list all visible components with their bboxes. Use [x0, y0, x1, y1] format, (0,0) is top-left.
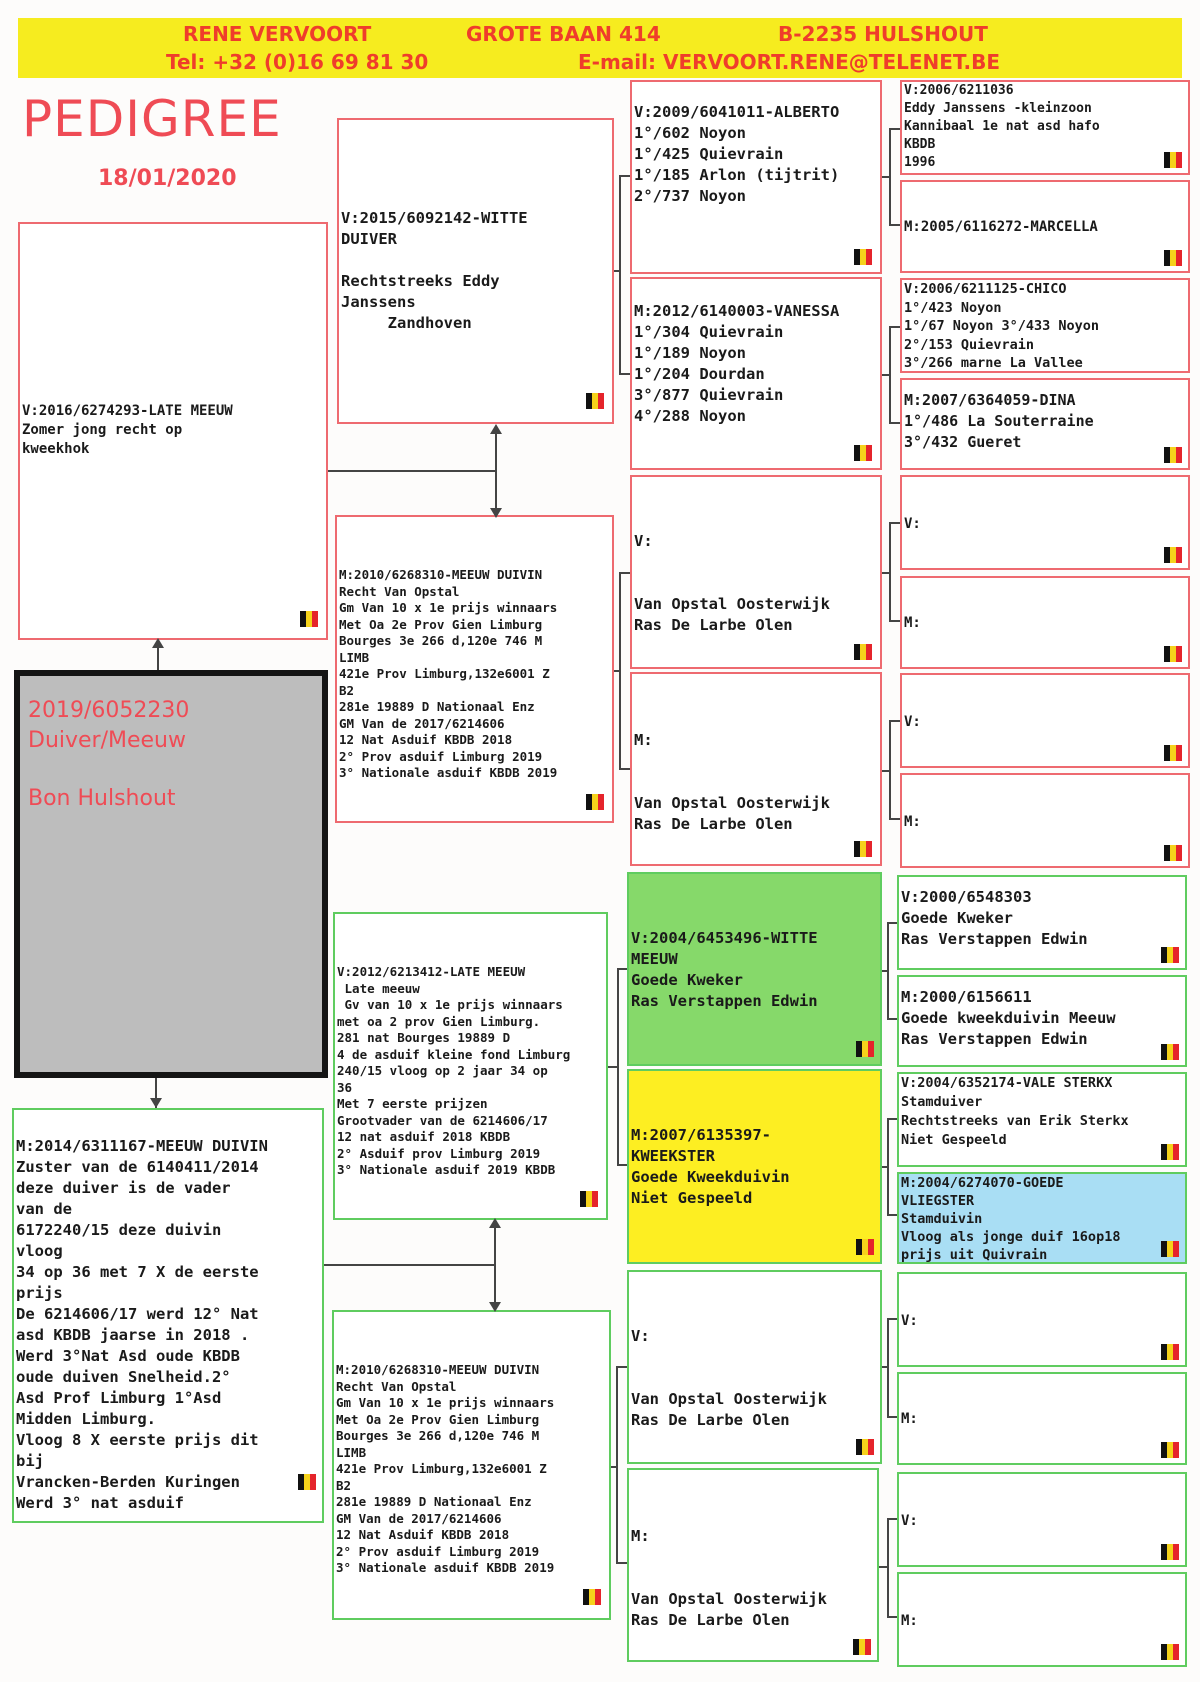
ancestor-box-b4: [630, 672, 882, 866]
ancestor-box-c5: [900, 475, 1190, 570]
ancestor-b5-text: V:2004/6453496-WITTE MEEUW Goede Kweker Ras Verstappen Edwin: [631, 929, 818, 1010]
ancestor-box-c8: [900, 773, 1190, 868]
belgium-flag-icon: [298, 608, 320, 630]
ancestor-box-c14: [897, 1372, 1187, 1465]
belgium-flag-icon: [1162, 643, 1184, 665]
ancestor-b7-text: V: Van Opstal Oosterwijk Ras De Larbe Olen: [631, 1327, 827, 1429]
ancestor-box-c9: [897, 875, 1187, 970]
ancestor-box-c10: [897, 975, 1187, 1067]
ancestor-box-c16: [897, 1572, 1187, 1667]
belgium-flag-icon: [1159, 1641, 1181, 1663]
belgium-flag-icon: [1159, 1439, 1181, 1461]
ancestor-c6-text: M:: [904, 615, 921, 631]
belgium-flag-icon: [1162, 544, 1184, 566]
ancestor-box-c11: [897, 1072, 1187, 1167]
mother-text: M:2014/6311167-MEEUW DUIVIN Zuster van de 6140411/2014 deze duiver is de vader van de 6172240/15 deze duivin vloog 34 op 36 met 7 X de eerste prijs De 6214606/17 werd 12° Nat asd KBDB jaarse in 2018 . Werd 3°Nat Asd oude KBDB oude duiven Snelheid.2° Asd Prof Limburg 1°Asd Midden Limburg. Vloog 8 X eerste prijs dit bij Vrancken-Berden Kuringen Werd 3° nat asduif: [16, 1137, 268, 1512]
subject-sex: Duiver/Meeuw: [28, 728, 186, 753]
belgium-flag-icon: [854, 1236, 876, 1258]
subject-photo-box: [14, 670, 328, 1078]
ancestor-b3-text: V: Van Opstal Oosterwijk Ras De Larbe Olen: [634, 532, 830, 634]
ancestor-c16-text: M:: [901, 1613, 918, 1629]
ancestor-c5-text: V:: [904, 516, 921, 532]
belgium-flag-icon: [296, 1471, 318, 1493]
belgium-flag-icon: [1162, 149, 1184, 171]
ancestor-box-b6: [627, 1069, 882, 1264]
ancestor-b8-text: M: Van Opstal Oosterwijk Ras De Larbe Olen: [631, 1527, 827, 1629]
ancestor-c13-text: V:: [901, 1313, 918, 1329]
mother-box: [12, 1108, 324, 1523]
father-text: V:2016/6274293-LATE MEEUW Zomer jong recht op kweekhok: [22, 403, 233, 457]
ancestor-c4-text: M:2007/6364059-DINA 1°/486 La Souterraine 3°/432 Gueret: [904, 391, 1094, 451]
belgium-flag-icon: [1162, 742, 1184, 764]
ancestor-box-c7: [900, 673, 1190, 768]
father-dam-text: M:2010/6268310-MEEUW DUIVIN Recht Van Opstal Gm Van 10 x 1e prijs winnaars Met Oa 2e Prov Gien Limburg Bourges 3e 266 d,120e 746 M LIMB 421e Prov Limburg,132e6001 Z B2 281e 19889 D Nationaal Enz GM Van de 2017/6214606 12 Nat Asduif KBDB 2018 2° Prov asduif Limburg 2019 3° Nationale asduif KBDB 2019: [339, 567, 558, 780]
belgium-flag-icon: [1159, 1541, 1181, 1563]
mother-dam-box: [332, 1310, 611, 1620]
ancestor-c8-text: M:: [904, 814, 921, 830]
belgium-flag-icon: [852, 246, 874, 268]
belgium-flag-icon: [581, 1586, 603, 1608]
ancestor-box-b3: [630, 475, 882, 669]
ancestor-c1-text: V:2006/6211036 Eddy Janssens -kleinzoon Kannibaal 1e nat asd hafo KBDB 1996: [904, 83, 1100, 170]
breeder-phone: Tel: +32 (0)16 69 81 30: [166, 50, 429, 74]
ancestor-c15-text: V:: [901, 1513, 918, 1529]
belgium-flag-icon: [854, 1038, 876, 1060]
ancestor-box-c6: [900, 576, 1190, 669]
breeder-name: RENE VERVOORT: [183, 22, 372, 46]
breeder-street: GROTE BAAN 414: [466, 22, 661, 46]
belgium-flag-icon: [578, 1188, 600, 1210]
mother-sire-box: [333, 912, 608, 1220]
belgium-flag-icon: [1159, 944, 1181, 966]
ancestor-box-c3: [900, 278, 1190, 373]
header-banner: [18, 18, 1182, 78]
ancestor-box-b5: [627, 872, 882, 1066]
subject-name: Bon Hulshout: [28, 786, 176, 811]
ancestor-box-b1: [630, 80, 882, 274]
father-dam-box: [335, 515, 614, 823]
breeder-email: E-mail: VERVOORT.RENE@TELENET.BE: [578, 50, 1001, 74]
belgium-flag-icon: [852, 641, 874, 663]
ancestor-b2-text: M:2012/6140003-VANESSA 1°/304 Quievrain 1°/189 Noyon 1°/204 Dourdan 3°/877 Quievrain 4°/288 Noyon: [634, 302, 840, 425]
ancestor-box-b7: [627, 1270, 882, 1464]
father-sire-text: V:2015/6092142-WITTE DUIVER Rechtstreeks Eddy Janssens Zandhoven: [341, 209, 528, 332]
belgium-flag-icon: [1162, 247, 1184, 269]
ancestor-box-b8: [627, 1468, 879, 1662]
belgium-flag-icon: [584, 791, 606, 813]
pedigree-date: 18/01/2020: [98, 166, 237, 191]
ancestor-box-c13: [897, 1272, 1187, 1367]
belgium-flag-icon: [1162, 444, 1184, 466]
father-box: [18, 222, 328, 640]
belgium-flag-icon: [1159, 1141, 1181, 1163]
belgium-flag-icon: [1159, 1341, 1181, 1363]
mother-sire-text: V:2012/6213412-LATE MEEUW Late meeuw Gv van 10 x 1e prijs winnaars met oa 2 prov Gien Limburg. 281 nat Bourges 19889 D 4 de asduif kleine fond Limburg 240/15 vloog op 2 jaar 34 op 36 Met 7 eerste prijzen Grootvader van de 6214606/17 12 nat asduif 2018 KBDB 2° Asduif prov Limburg 2019 3° Nationale asduif 2019 KBDB: [337, 964, 571, 1177]
ancestor-box-c1: [900, 80, 1190, 175]
ancestor-c7-text: V:: [904, 714, 921, 730]
belgium-flag-icon: [851, 1636, 873, 1658]
ancestor-c9-text: V:2000/6548303 Goede Kweker Ras Verstappen Edwin: [901, 888, 1088, 948]
belgium-flag-icon: [852, 442, 874, 464]
father-sire-box: [337, 118, 614, 424]
page-title: PEDIGREE: [22, 90, 282, 148]
belgium-flag-icon: [1162, 842, 1184, 864]
ancestor-c3-text: V:2006/6211125-CHICO 1°/423 Noyon 1°/67 Noyon 3°/433 Noyon 2°/153 Quievrain 3°/266 marne La Vallee: [904, 281, 1100, 371]
breeder-city: B-2235 HULSHOUT: [778, 22, 988, 46]
ancestor-c10-text: M:2000/6156611 Goede kweekduivin Meeuw Ras Verstappen Edwin: [901, 988, 1116, 1048]
belgium-flag-icon: [852, 838, 874, 860]
ancestor-b4-text: M: Van Opstal Oosterwijk Ras De Larbe Olen: [634, 731, 830, 833]
ancestor-b1-text: V:2009/6041011-ALBERTO 1°/602 Noyon 1°/425 Quievrain 1°/185 Arlon (tijtrit) 2°/737 Noyon: [634, 103, 840, 205]
ancestor-box-c2: [900, 180, 1190, 273]
ancestor-box-b2: [630, 277, 882, 470]
ancestor-c12-text: M:2004/6274070-GOEDE VLIEGSTER Stamduivin Vloog als jonge duif 16op18 prijs uit Quivrain: [901, 1175, 1121, 1263]
belgium-flag-icon: [1159, 1238, 1181, 1260]
ancestor-box-c4: [900, 378, 1190, 470]
ancestor-c11-text: V:2004/6352174-VALE STERKX Stamduiver Rechtstreeks van Erik Sterkx Niet Gespeeld: [901, 1075, 1129, 1148]
ancestor-box-c15: [897, 1472, 1187, 1567]
ancestor-c14-text: M:: [901, 1411, 918, 1427]
belgium-flag-icon: [584, 390, 606, 412]
ancestor-c2-text: M:2005/6116272-MARCELLA: [904, 219, 1098, 235]
ancestor-box-c12: [897, 1172, 1187, 1264]
ancestor-b6-text: M:2007/6135397- KWEEKSTER Goede Kweekduivin Niet Gespeeld: [631, 1126, 790, 1207]
belgium-flag-icon: [854, 1436, 876, 1458]
subject-ring: 2019/6052230: [28, 698, 190, 723]
mother-dam-text: M:2010/6268310-MEEUW DUIVIN Recht Van Opstal Gm Van 10 x 1e prijs winnaars Met Oa 2e Prov Gien Limburg Bourges 3e 266 d,120e 746 M LIMB 421e Prov Limburg,132e6001 Z B2 281e 19889 D Nationaal Enz GM Van de 2017/6214606 12 Nat Asduif KBDB 2018 2° Prov asduif Limburg 2019 3° Nationale asduif KBDB 2019: [336, 1362, 555, 1575]
belgium-flag-icon: [1159, 1041, 1181, 1063]
